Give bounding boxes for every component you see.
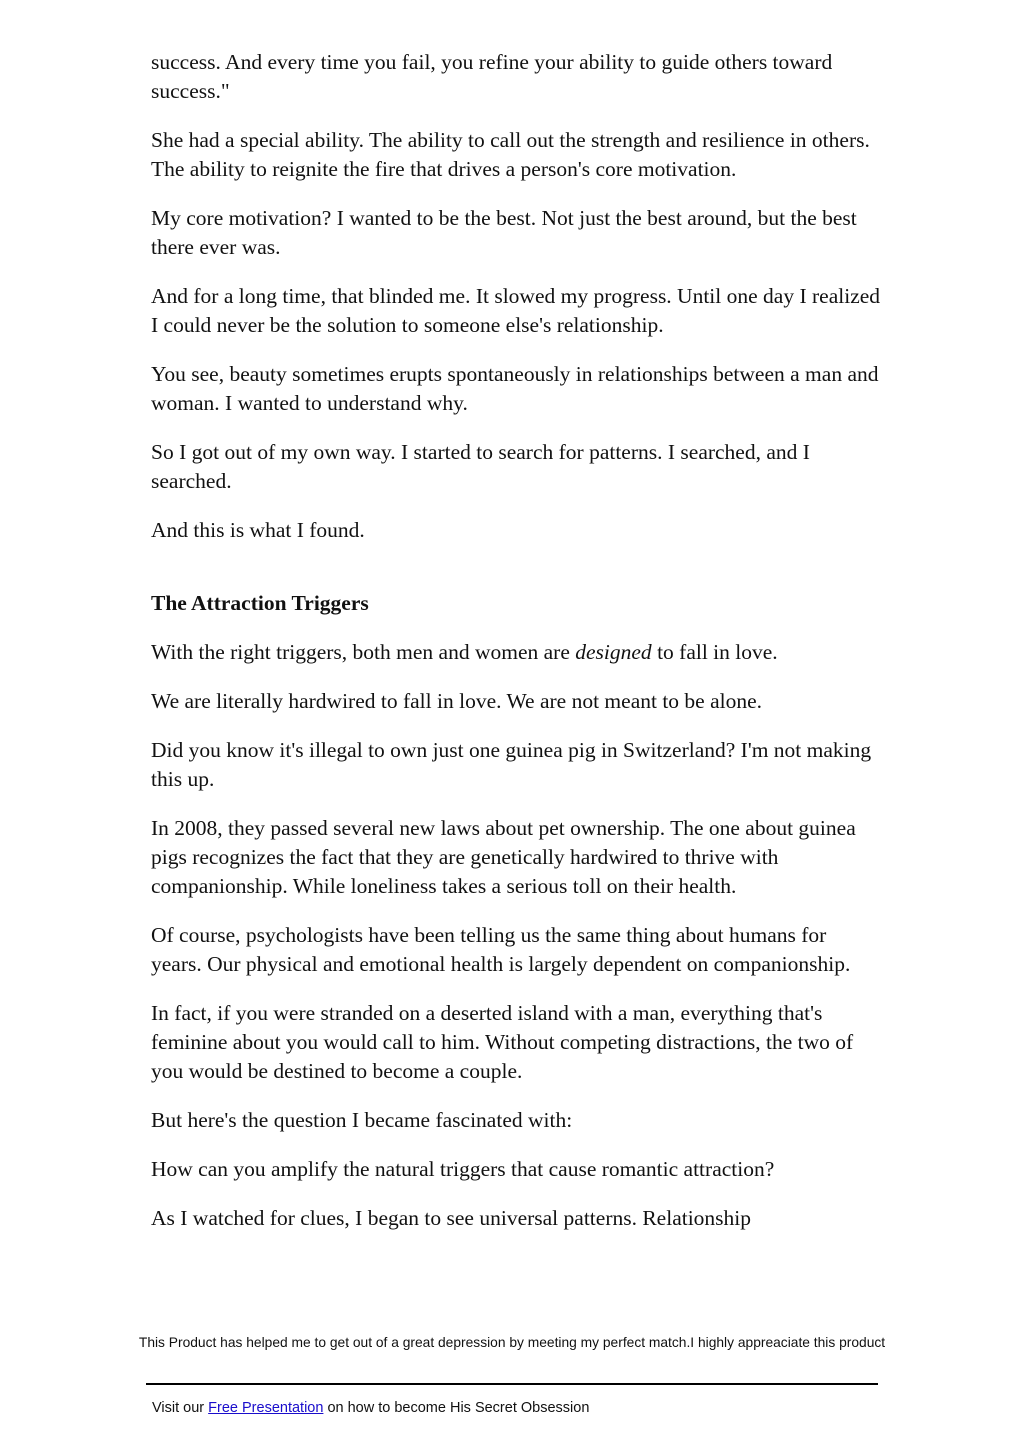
body-paragraph: My core motivation? I wanted to be the best. Not just the best around, but the best there ever was. <box>151 206 857 260</box>
document-body <box>151 48 881 1233</box>
section-heading: The Attraction Triggers <box>151 591 369 616</box>
body-paragraph: success. And every time you fail, you refine your ability to guide others toward success." <box>151 50 833 104</box>
body-paragraph: How can you amplify the natural triggers that cause romantic attraction? <box>151 1156 775 1181</box>
body-paragraph: And this is what I found. <box>151 518 365 542</box>
body-paragraph: And for a long time, that blinded me. It slowed my progress. Until one day I realized I could never be the solution to someone else's relationship. <box>151 284 881 338</box>
triggers-intro-after: to fall in love. <box>651 640 778 664</box>
triggers-intro-before: With the right triggers, both men and women are <box>151 640 576 664</box>
body-paragraph: In 2008, they passed several new laws about pet ownership. The one about guinea pigs recognizes the fact that they are genetically hardwired to thrive with companionship. While loneliness takes a serious toll on their health. <box>151 815 856 898</box>
body-paragraph: Did you know it's illegal to own just one guinea pig in Switzerland? I'm not making this up. <box>151 737 872 791</box>
footer-prefix: Visit our <box>152 1400 209 1416</box>
footer-line <box>152 1399 589 1417</box>
body-paragraph: So I got out of my own way. I started to search for patterns. I searched, and I searched. <box>151 440 810 494</box>
triggers-intro-emphasis: designed <box>575 640 652 664</box>
footer-divider <box>146 1383 878 1385</box>
body-paragraph: But here's the question I became fascinated with: <box>151 1108 573 1132</box>
footer-suffix: on how to become His Secret Obsession <box>323 1400 590 1416</box>
body-paragraph: We are literally hardwired to fall in love. We are not meant to be alone. <box>151 688 763 713</box>
body-paragraph: You see, beauty sometimes erupts spontaneously in relationships between a man and woman. I wanted to understand why. <box>151 362 879 416</box>
body-paragraph-cutoff: As I watched for clues, I began to see universal patterns. Relationship <box>151 1205 752 1230</box>
testimonial-banner: This Product has helped me to get out of a great depression by meeting my perfect match.I highly appreaciate this product <box>138 1335 886 1350</box>
free-presentation-link[interactable]: Free Presentation <box>208 1400 324 1416</box>
triggers-intro-paragraph <box>151 638 881 667</box>
body-paragraph: Of course, psychologists have been telling us the same thing about humans for years. Our physical and emotional health is largely dependent on companionship. <box>151 922 851 976</box>
body-paragraph: In fact, if you were stranded on a deserted island with a man, everything that's feminine about you would call to him. Without competing distractions, the two of you would be destined to become a couple. <box>151 1000 854 1084</box>
body-paragraph: She had a special ability. The ability to call out the strength and resilience in others. The ability to reignite the fire that drives a person's core motivation. <box>151 128 870 182</box>
